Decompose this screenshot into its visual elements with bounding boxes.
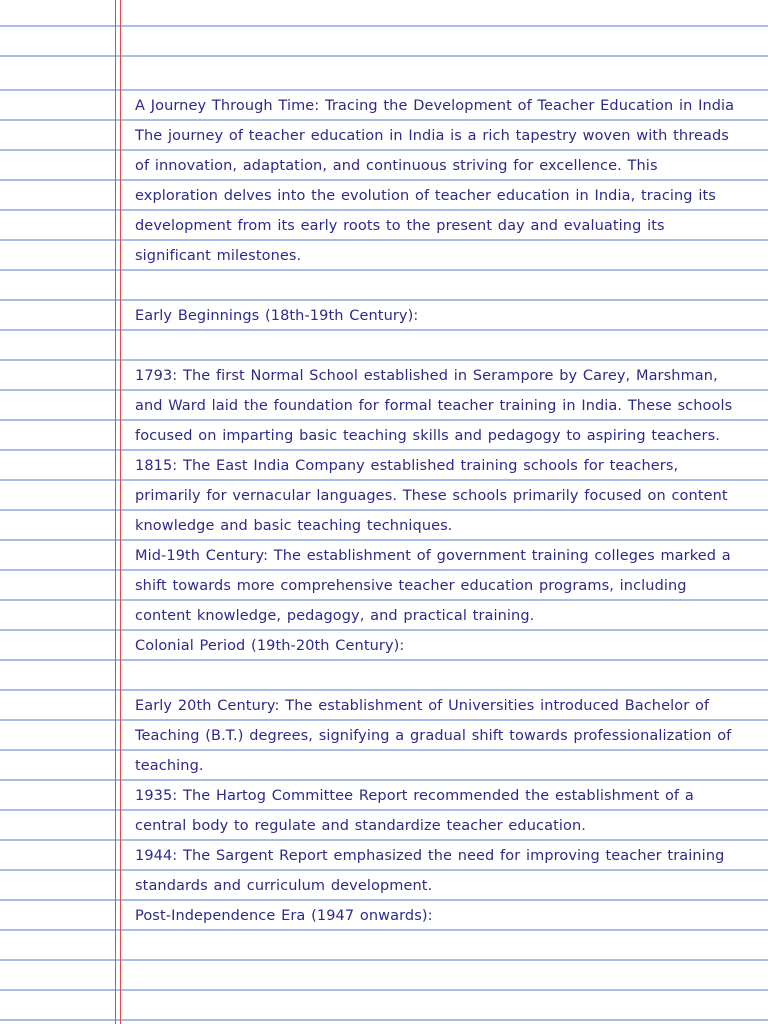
- blank-line: [135, 331, 745, 361]
- margin-line-right: [120, 0, 121, 1024]
- section-heading-colonial: Colonial Period (19th-20th Century):: [135, 638, 405, 654]
- margin-line-left: [115, 0, 116, 1024]
- list-item: Early 20th Century: The establishment of Universities introduced Bachelor of Teaching (B.T.) degrees, signifying a gradual shift towards professionalization of teaching.: [135, 698, 732, 774]
- section-heading-early: Early Beginnings (18th-19th Century):: [135, 308, 419, 324]
- list-item: 1815: The East India Company established training schools for teachers, primarily for vernacular languages. These schools primarily focused on content knowledge and basic teaching techniques.: [135, 458, 728, 534]
- page-title: A Journey Through Time: Tracing the Development of Teacher Education in India: [135, 98, 735, 114]
- list-item: 1935: The Hartog Committee Report recommended the establishment of a central body to regulate and standardize teacher education.: [135, 788, 694, 834]
- section-heading-post-independence: Post-Independence Era (1947 onwards):: [135, 908, 433, 924]
- blank-line: [135, 661, 745, 691]
- handwritten-text: [135, 91, 745, 931]
- list-item: 1944: The Sargent Report emphasized the need for improving teacher training standards and curriculum development.: [135, 848, 725, 894]
- blank-line: [135, 271, 745, 301]
- intro-paragraph: The journey of teacher education in India is a rich tapestry woven with threads of innovation, adaptation, and continuous striving for excellence. This exploration delves into the evolution of teacher education in India, tracing its development from its early roots to the present day and evaluating its significant milestones.: [135, 128, 729, 264]
- list-item: Mid-19th Century: The establishment of government training colleges marked a shift towards more comprehensive teacher education programs, including content knowledge, pedagogy, and practical training.: [135, 548, 731, 624]
- list-item: 1793: The first Normal School established in Serampore by Carey, Marshman, and Ward laid the foundation for formal teacher training in India. These schools focused on imparting basic teaching skills and pedagogy to aspiring teachers.: [135, 368, 733, 444]
